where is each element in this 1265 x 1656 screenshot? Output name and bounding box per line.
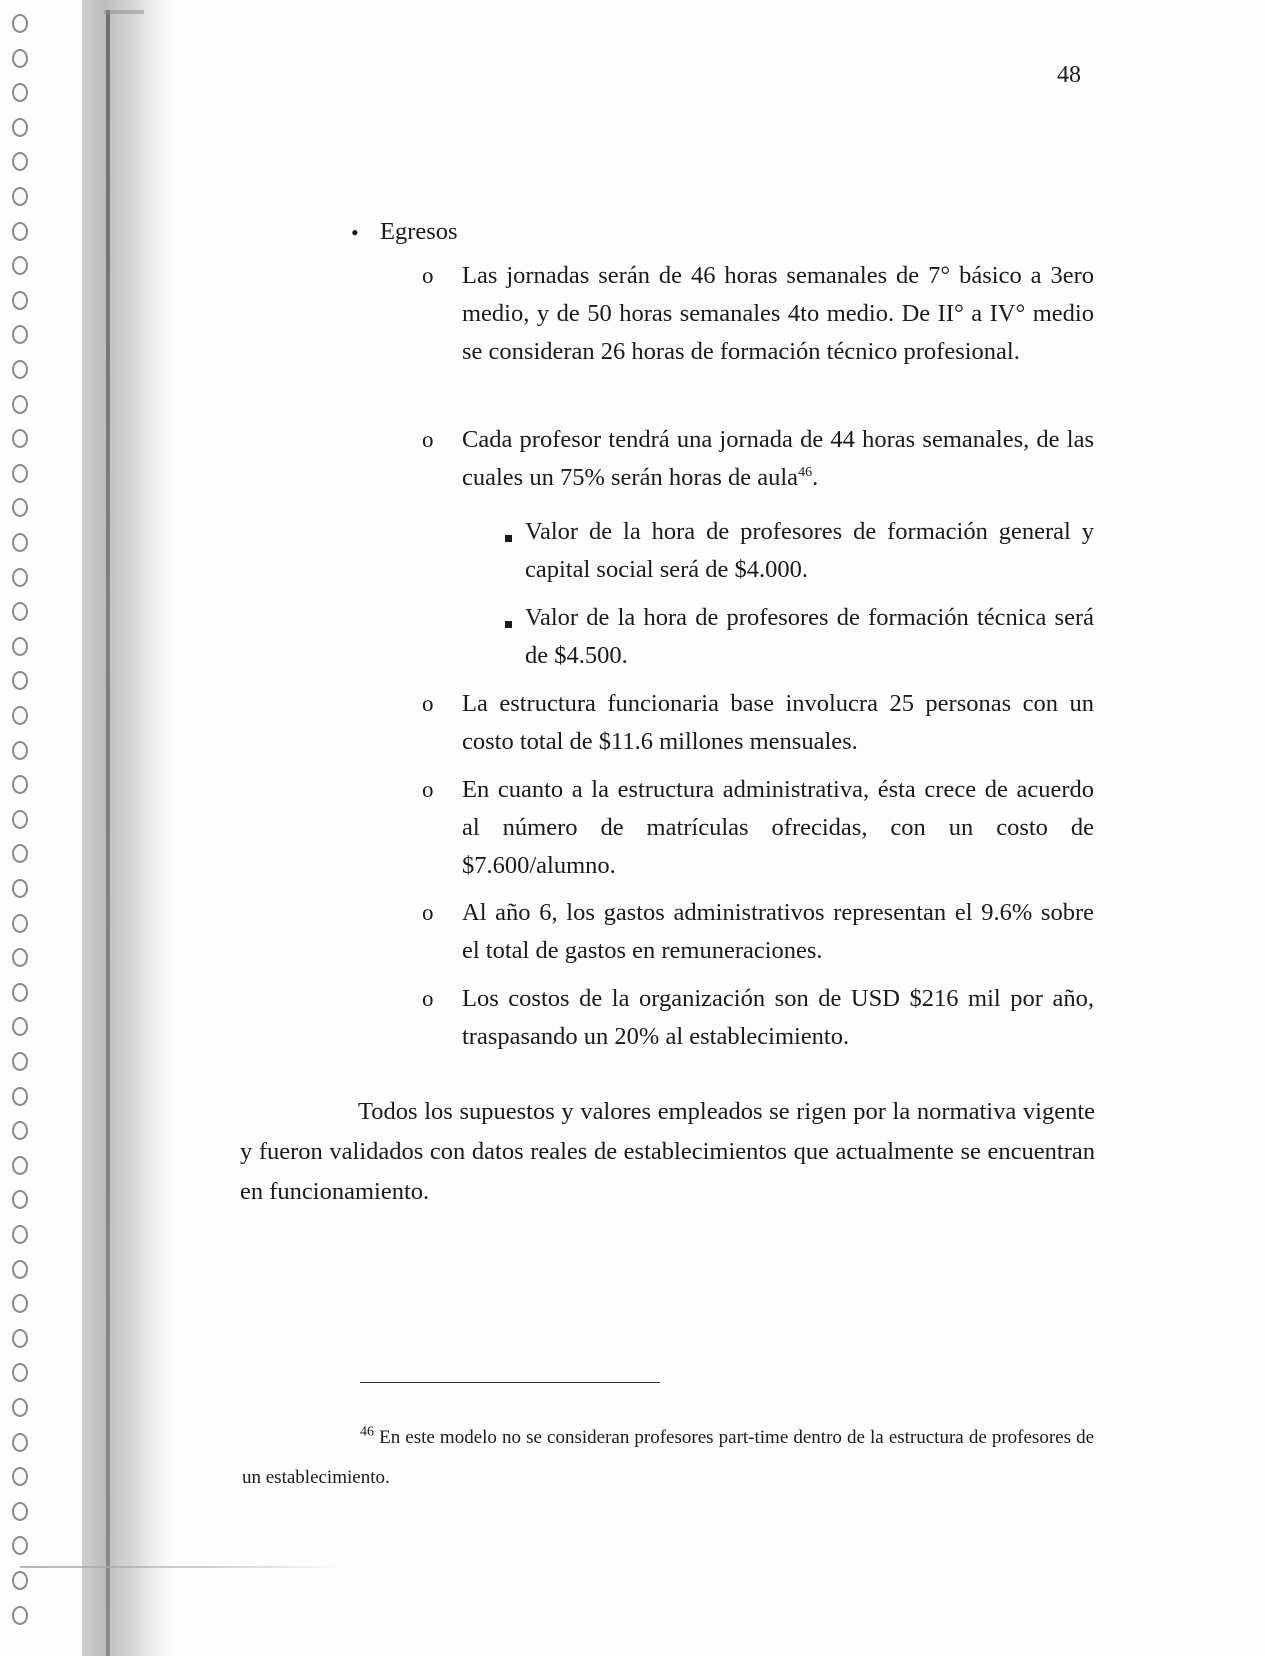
list-item: Al año 6, los gastos administrativos representan el 9.6% sobre el total de gastos en remuneraciones.: [462, 899, 1094, 964]
footnote-text: En este modelo no se consideran profesores part-time dentro de la estructura de profesores de un establecimiento.: [242, 1427, 1095, 1488]
list-item: En cuanto a la estructura administrativa, ésta crece de acuerdo al número de matrículas ofrecidas, con un costo de $7.600/alumno.: [462, 776, 1094, 879]
list-item: Los costos de la organización son de USD $216 mil por año, traspasando un 20% al establecimiento.: [462, 985, 1094, 1050]
bullet-circle-icon: o: [422, 263, 434, 288]
binding-ring-icon: [12, 429, 28, 448]
binding-ring-icon: [12, 256, 28, 275]
binding-ring-icon: [12, 671, 28, 690]
bullet-circle-icon: o: [422, 986, 434, 1011]
list-item: La estructura funcionaria base involucra 25 personas con un costo total de $11.6 millones mensuales.: [462, 690, 1094, 755]
binding-ring-icon: [12, 1329, 28, 1348]
binding-ring-icon: [12, 706, 28, 725]
section-heading: Egresos: [380, 218, 458, 245]
binding-ring-icon: [12, 498, 28, 517]
sub-list-item: Valor de la hora de profesores de formación técnica será de $4.500.: [525, 604, 1094, 669]
binding-ring-icon: [12, 464, 28, 483]
binding-ring-icon: [12, 1363, 28, 1382]
binding-ring-icon: [12, 810, 28, 829]
binding-ring-icon: [12, 152, 28, 171]
binding-ring-icon: [12, 741, 28, 760]
binding-shadow: [82, 0, 172, 1656]
binding-ring-icon: [12, 914, 28, 933]
binding-ring-icon: [12, 602, 28, 621]
footnote-number: 46: [360, 1424, 374, 1440]
binding-ring-icon: [12, 1190, 28, 1209]
page-number: 48: [1057, 62, 1081, 88]
spiral-binding-rings: [10, 14, 40, 1654]
binding-ring-icon: [12, 1502, 28, 1521]
binding-ring-icon: [12, 360, 28, 379]
binding-ring-icon: [12, 1121, 28, 1140]
binding-ring-icon: [12, 844, 28, 863]
binding-ring-icon: [12, 1398, 28, 1417]
binding-ring-icon: [12, 1294, 28, 1313]
binding-edge-top: [104, 10, 144, 14]
binding-ring-icon: [12, 533, 28, 552]
binding-ring-icon: [12, 637, 28, 656]
binding-ring-icon: [12, 879, 28, 898]
bullet-square-icon: [505, 535, 512, 542]
list-item: [462, 421, 1094, 497]
bullet-circle-icon: o: [422, 691, 434, 716]
binding-ring-icon: [12, 14, 28, 33]
footnote-separator: [360, 1382, 660, 1383]
binding-ring-icon: [12, 1606, 28, 1625]
bullet-circle-icon: o: [422, 427, 434, 452]
closing-paragraph: Todos los supuestos y valores empleados se rigen por la normativa vigente y fueron validados con datos reales de establecimientos que actualmente se encuentran en funcionamiento.: [240, 1098, 1095, 1205]
binding-ring-icon: [12, 49, 28, 68]
list-item: Las jornadas serán de 46 horas semanales de 7° básico a 3ero medio, y de 50 horas semanales 4to medio. De II° a IV° medio se consideran 26 horas de formación técnico profesional.: [462, 262, 1094, 365]
binding-ring-icon: [12, 1017, 28, 1036]
sub-list-item: Valor de la hora de profesores de formación general y capital social será de $4.000.: [525, 518, 1094, 583]
binding-ring-icon: [12, 83, 28, 102]
binding-ring-icon: [12, 1052, 28, 1071]
binding-ring-icon: [12, 118, 28, 137]
binding-ring-icon: [12, 1225, 28, 1244]
binding-ring-icon: [12, 775, 28, 794]
binding-edge-bottom: [20, 1566, 340, 1568]
binding-ring-icon: [12, 983, 28, 1002]
binding-ring-icon: [12, 1156, 28, 1175]
binding-ring-icon: [12, 1467, 28, 1486]
footnote: [242, 1418, 1094, 1498]
bullet-circle-icon: o: [422, 777, 434, 802]
binding-ring-icon: [12, 187, 28, 206]
list-item-text: Cada profesor tendrá una jornada de 44 horas semanales, de las cuales un 75% serán horas de aula: [462, 426, 1094, 491]
binding-ring-icon: [12, 568, 28, 587]
binding-ring-icon: [12, 395, 28, 414]
binding-ring-icon: [12, 1433, 28, 1452]
bullet-square-icon: [505, 621, 512, 628]
binding-ring-icon: [12, 291, 28, 310]
binding-ring-icon: [12, 1260, 28, 1279]
footnote-ref: 46: [798, 464, 813, 480]
binding-edge-line: [106, 10, 110, 1656]
list-item-trail: .: [812, 464, 819, 491]
binding-ring-icon: [12, 325, 28, 344]
bullet-circle-icon: o: [422, 900, 434, 925]
binding-ring-icon: [12, 1087, 28, 1106]
binding-ring-icon: [12, 222, 28, 241]
binding-ring-icon: [12, 1536, 28, 1555]
binding-ring-icon: [12, 1571, 28, 1590]
bullet-dot-icon: •: [351, 220, 359, 245]
binding-ring-icon: [12, 948, 28, 967]
